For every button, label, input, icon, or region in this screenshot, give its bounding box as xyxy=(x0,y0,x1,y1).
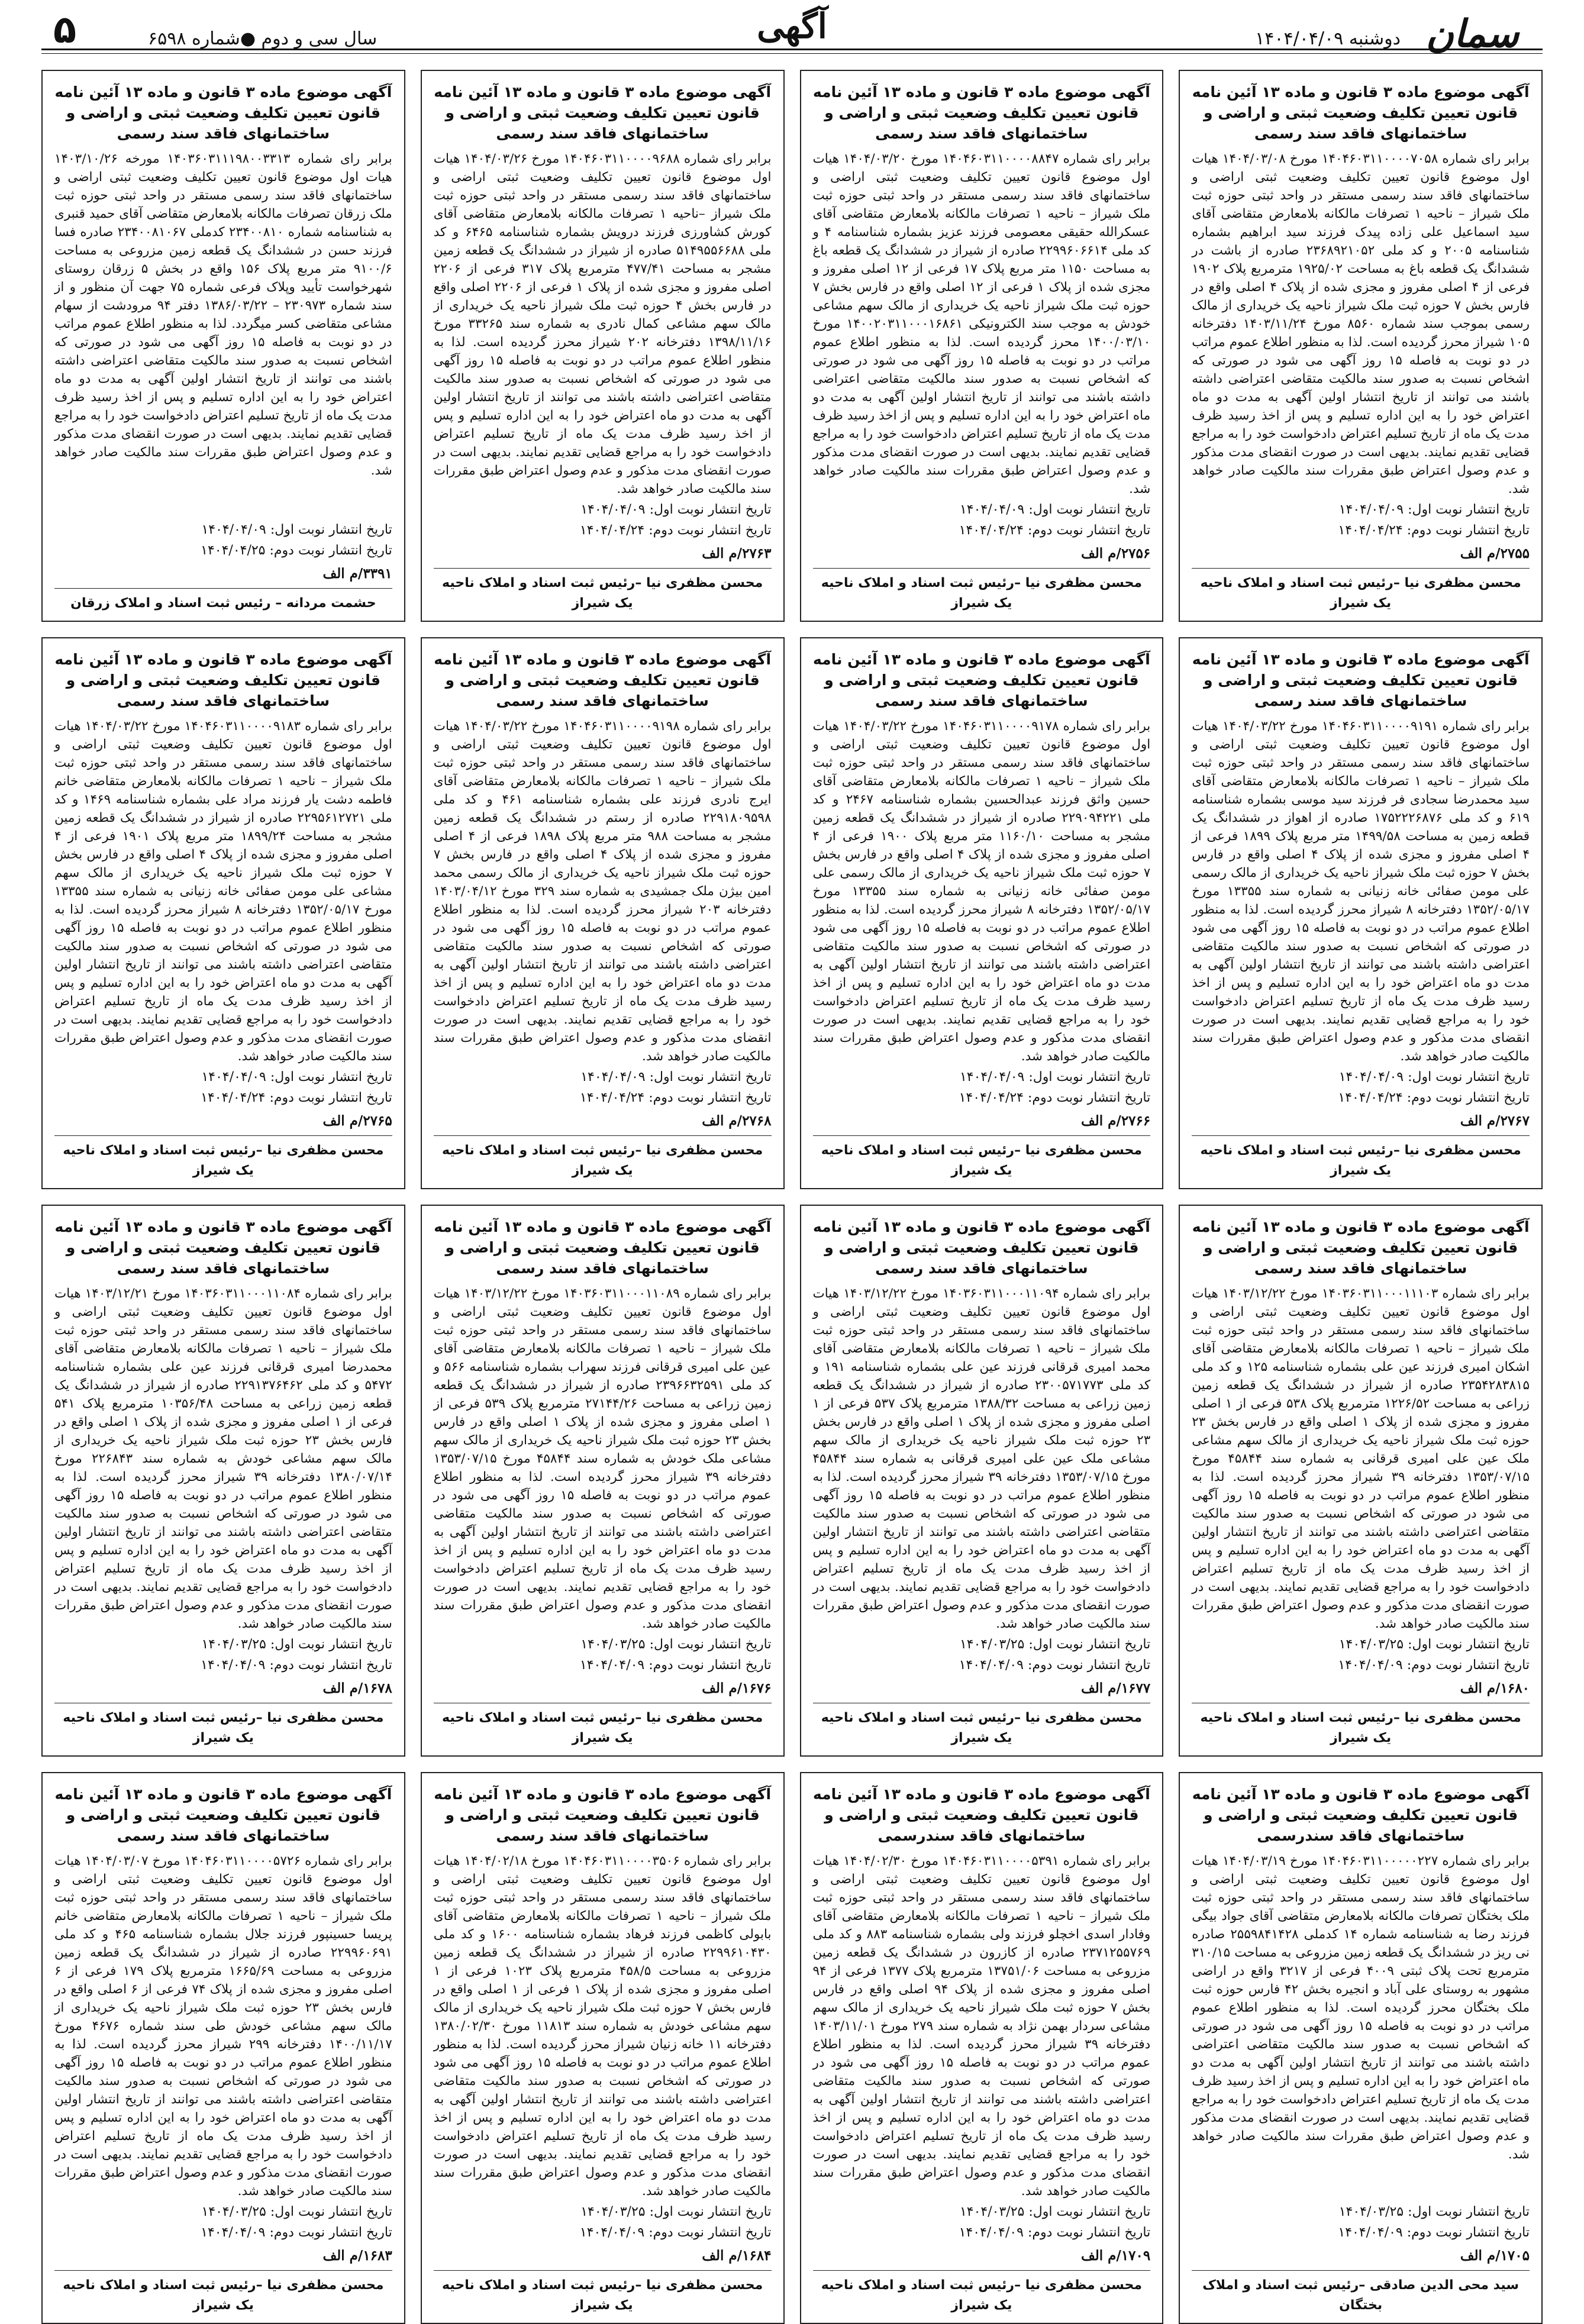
ad-second-date: تاریخ انتشار نوبت دوم: ۱۴۰۴/۰۴/۲۴ xyxy=(201,1090,392,1105)
ad-signer: محسن مظفری نیا –رئیس ثبت اسناد و املاک ناحیه یک شیراز xyxy=(813,2270,1151,2316)
ad-signer: محسن مظفری نیا –رئیس ثبت اسناد و املاک ناحیه یک شیراز xyxy=(1192,1135,1530,1181)
ad-first-date: تاریخ انتشار نوبت اول: ۱۴۰۴/۰۴/۰۹ xyxy=(959,1070,1151,1084)
ad-signer: محسن مظفری نیا –رئیس ثبت اسناد و املاک ناحیه یک شیراز xyxy=(434,1703,772,1748)
ad-body: برابر رای شماره ۱۴۰۴۶۰۳۱۱۰۰۰۰۰۲۲۷ مورخ ۱۴۰۴/۰۳/۱۹ هیات اول موضوع قانون تعیین تکلیف وضعیت ثبتی اراضی و ساختمانهای فاقد سند رسمی مستقر در واحد ثبتی حوزه ثبت ملک بختگان تصرفات مالکانه بلامعارض متقاضی آقای جواد بیگی فرزند رضا به شناسنامه شماره ۱۴ کدملی ۲۵۵۹۸۴۱۴۲۸ صادره نی ریز در ششدانگ یک قطعه زمین مزروعی به مساحت ۳۱۰/۱۵ مترمربع تحت پلاک ثبتی ۴۰۰۹ فرعی از ۳۲۱۷ واقع در اراضی مشهور به روستای علی آباد و انجیره بخش ۴۲ فارس حوزه ثبت ملک بختگان محرز گردیده است. لذا به منظور اطلاع عموم مراتب در دو نوبت به فاصله ۱۵ روز آگهی می شود در صورتی که اشخاص نسبت به صدور سند مالکیت متقاضی اعتراضی داشته باشند می توانند از تاریخ انتشار اولین آگهی به مدت دو ماه اعتراض خود را به این اداره تسلیم و پس از اخذ رسید ظرف مدت یک ماه از تاریخ تسلیم اعتراض دادخواست خود را به مراجع قضایی تقدیم نمایند. بدیهی است در صورت انقضای مدت مذکور و عدم وصول اعتراض طبق مقررات سند مالکیت صادر خواهد شد. xyxy=(1192,1854,1530,2162)
ad-code: ۱۶۸۰/م الف xyxy=(1460,1680,1530,1696)
ad-title: آگهی موضوع ماده ۳ قانون و ماده ۱۳ آئین نامه قانون تعیین تکلیف وضعیت ثبتی و اراضی و ساختمانهای فاقد سند رسمی xyxy=(54,83,392,142)
issue-number: سال سی و دوم ●شماره ۶۵۹۸ xyxy=(148,28,378,49)
ad-box xyxy=(800,1772,1164,2324)
ad-body: برابر رای شماره ۱۴۰۴۶۰۳۱۱۰۰۰۰۹۱۷۸ مورخ ۱۴۰۴/۰۳/۲۲ هیات اول موضوع قانون تعیین تکلیف وضعیت ثبتی اراضی و ساختمانهای فاقد سند رسمی مستقر در واحد ثبتی حوزه ثبت ملک شیراز – ناحیه ۱ تصرفات مالکانه بلامعارض متقاضی آقای حسین واثق فرزند عبدالحسین بشماره شناسنامه ۲۴۶۷ و کد ملی ۲۲۹۰۹۴۲۲۱ صادره از شیراز در ششدانگ یک قطعه زمین مشجر به مساحت ۱۱۶۰/۱۰ متر مربع پلاک ۱۹۰۰ فرعی از ۴ اصلی مفروز و مجزی شده از پلاک ۴ اصلی واقع در فارس بخش ۷ حوزه ثبت ملک شیراز ناحیه یک خریداری از مالک رسمی علی مومن صفائی خانه زنیانی به شماره سند ۱۳۳۵۵ مورخ ۱۳۵۲/۰۵/۱۷ دفترخانه ۸ شیراز محرز گردیده است. لذا به منظور اطلاع عموم مراتب در دو نوبت به فاصله ۱۵ روز آگهی می شود در صورتی که اشخاص نسبت به صدور سند مالکیت متقاضی اعتراضی داشته باشند می توانند از تاریخ انتشار اولین آگهی به مدت دو ماه اعتراض خود را به این اداره تسلیم و پس از اخذ رسید ظرف مدت یک ماه از تاریخ تسلیم اعتراض دادخواست خود را به مراجع قضایی تقدیم نمایند. بدیهی است در صورت انقضای مدت مذکور و عدم وصول اعتراض طبق مقررات سند مالکیت صادر خواهد شد. xyxy=(812,719,1151,1064)
ad-box xyxy=(1179,70,1543,622)
ad-second-date: تاریخ انتشار نوبت دوم: ۱۴۰۴/۰۴/۰۹ xyxy=(1338,2225,1530,2240)
ad-first-date: تاریخ انتشار نوبت اول: ۱۴۰۴/۰۳/۲۵ xyxy=(959,2204,1151,2219)
ad-second-date: تاریخ انتشار نوبت دوم: ۱۴۰۴/۰۴/۲۴ xyxy=(579,523,772,538)
ad-first-date: تاریخ انتشار نوبت اول: ۱۴۰۴/۰۳/۲۵ xyxy=(1338,1637,1530,1652)
ad-body: برابر رای شماره ۱۴۰۴۶۰۳۱۱۰۰۰۰۹۶۸۸ مورخ ۱۴۰۴/۰۳/۲۶ هیات اول موضوع قانون تعیین تکلیف وضعیت ثبتی اراضی و ساختمانهای فاقد سند رسمی مستقر در واحد ثبتی حوزه ثبت ملک شیراز –ناحیه ۱ تصرفات مالکانه بلامعارض متقاضی آقای کورش کشاورزی فرزند درویش بشماره شناسنامه ۶۴۶۵ و کد ملی ۵۱۴۹۵۵۶۶۸۸ صادره از شیراز در ششدانگ یک قطعه زمین مشجر به مساحت ۴۷۷/۴۱ مترمربع پلاک ۳۱۷ فرعی از ۲۲۰۶ اصلی مفروز و مجزی شده از پلاک ۱ فرعی از ۲۲۰۶ اصلی واقع در فارس بخش ۴ حوزه ثبت ملک شیراز ناحیه یک خریداری از مالک سهم مشاعی کمال نادری به شماره سند ۳۳۲۶۵ مورخ ۱۳۹۸/۱۱/۱۶ دفترخانه ۲۰۲ شیراز محرز گردیده است. لذا به منظور اطلاع عموم مراتب در دو نوبت به فاصله ۱۵ روز آگهی می شود در صورتی که اشخاص نسبت به صدور سند مالکیت متقاضی اعتراضی داشته باشند می توانند از تاریخ انتشار اولین آگهی به مدت دو ماه اعتراض خود را به این اداره تسلیم و پس از اخذ رسید ظرف مدت یک ماه از تاریخ تسلیم اعتراض دادخواست خود را به مراجع قضایی تقدیم نمایند. بدیهی است در صورت انقضای مدت مذکور و عدم وصول اعتراض طبق مقررات سند مالکیت صادر خواهد شد. xyxy=(433,151,772,496)
ad-body: برابر رای شماره ۱۴۰۴۶۰۳۱۱۰۰۰۰۹۱۹۸ مورخ ۱۴۰۴/۰۳/۲۲ هیات اول موضوع قانون تعیین تکلیف وضعیت ثبتی اراضی و ساختمانهای فاقد سند رسمی مستقر در واحد ثبتی حوزه ثبت ملک شیراز – ناحیه ۱ تصرفات مالکانه بلامعارض متقاضی آقای ایرج نادری فرزند علی بشماره شناسنامه ۴۶۱ و کد ملی ۲۲۹۱۸۰۹۵۹۸ صادره از رستم در ششدانگ یک قطعه زمین مشجر به مساحت ۹۸۸ متر مربع پلاک ۱۸۹۸ فرعی از ۴ اصلی مفروز و مجزی شده از پلاک ۴ اصلی واقع در فارس بخش ۷ حوزه ثبت ملک شیراز ناحیه یک خریداری از مالک رسمی محمد امین بیژن ملک جمشیدی به شماره سند ۳۲۹ مورخ ۱۴۰۳/۰۴/۱۲ دفترخانه ۲۰۳ شیراز محرز گردیده است. لذا به منظور اطلاع عموم مراتب در دو نوبت به فاصله ۱۵ روز آگهی می شود در صورتی که اشخاص نسبت به صدور سند مالکیت متقاضی اعتراضی داشته باشند می توانند از تاریخ انتشار اولین آگهی به مدت دو ماه اعتراض خود را به این اداره تسلیم و پس از اخذ رسید ظرف مدت یک ماه از تاریخ تسلیم اعتراض دادخواست خود را به مراجع قضایی تقدیم نمایند. بدیهی است در صورت انقضای مدت مذکور و عدم وصول اعتراض طبق مقررات سند مالکیت صادر خواهد شد. xyxy=(433,719,772,1064)
ad-body: برابر رای شماره ۱۴۰۴۶۰۳۱۱۰۰۰۰۳۵۰۶ مورخ ۱۴۰۴/۰۲/۱۸ هیات اول موضوع قانون تعیین تکلیف وضعیت ثبتی اراضی و ساختمانهای فاقد سند رسمی مستقر در واحد ثبتی حوزه ثبت ملک شیراز – ناحیه ۱ تصرفات مالکانه بلامعارض متقاضی آقای بابولی کاظمی فرزند فرهاد بشماره شناسنامه ۱۶۰۰ و کد ملی ۲۲۹۹۶۱۰۴۳۰ صادره از شیراز در ششدانگ یک قطعه زمین مزروعی به مساحت ۴۵۸/۵ مترمربع پلاک ۱۰۲۳ فرعی از ۱ اصلی مفروز و مجزی شده از پلاک ۱ فرعی از ۱ اصلی واقع در فارس بخش ۷ حوزه ثبت ملک شیراز ناحیه یک خریداری از مالک سهم مشاعی خودش به شماره سند ۱۱۸۱۳ مورخ ۱۳۸۰/۰۲/۳۰ دفترخانه ۱۱ خانه زنیان شیراز محرز گردیده است. لذا به منظور اطلاع عموم مراتب در دو نوبت به فاصله ۱۵ روز آگهی می شود در صورتی که اشخاص نسبت به صدور سند مالکیت متقاضی اعتراضی داشته باشند می توانند از تاریخ انتشار اولین آگهی به مدت دو ماه اعتراض خود را به این اداره تسلیم و پس از اخذ رسید ظرف مدت یک ماه از تاریخ تسلیم اعتراض دادخواست خود را به مراجع قضایی تقدیم نمایند. بدیهی است در صورت انقضای مدت مذکور و عدم وصول اعتراض طبق مقررات سند مالکیت صادر خواهد شد. xyxy=(433,1854,772,2199)
ad-first-date: تاریخ انتشار نوبت اول: ۱۴۰۴/۰۳/۲۵ xyxy=(580,2204,772,2219)
ad-code: ۱۶۸۴/م الف xyxy=(702,2248,772,2264)
ad-title: آگهی موضوع ماده ۳ قانون و ماده ۱۳ آئین نامه قانون تعیین تکلیف وضعیت ثبتی و اراضی و ساختمانهای فاقد سند رسمی xyxy=(434,1786,772,1844)
ad-title: آگهی موضوع ماده ۳ قانون و ماده ۱۳ آئین نامه قانون تعیین تکلیف وضعیت ثبتی و اراضی و ساختمانهای فاقد سند رسمی xyxy=(54,651,392,709)
ad-code: ۳۳۹۱/م الف xyxy=(322,566,392,582)
ad-second-date: تاریخ انتشار نوبت دوم: ۱۴۰۴/۰۴/۲۴ xyxy=(1338,523,1530,538)
ad-first-date: تاریخ انتشار نوبت اول: ۱۴۰۴/۰۴/۰۹ xyxy=(201,1070,392,1084)
ad-signer: حشمت مردانه – رئیس ثبت اسناد و املاک زرقان xyxy=(54,588,392,614)
ad-signer: محسن مظفری نیا –رئیس ثبت اسناد و املاک ناحیه یک شیراز xyxy=(54,1135,392,1181)
ad-code: ۲۷۶۶/م الف xyxy=(1080,1113,1151,1129)
header-rule-thin xyxy=(41,53,1543,54)
ad-signer: محسن مظفری نیا –رئیس ثبت اسناد و املاک ناحیه یک شیراز xyxy=(434,568,772,614)
ad-title: آگهی موضوع ماده ۳ قانون و ماده ۱۳ آئین نامه قانون تعیین تکلیف وضعیت ثبتی و اراضی و ساختمانهای فاقد سند رسمی xyxy=(54,1218,392,1277)
ad-title: آگهی موضوع ماده ۳ قانون و ماده ۱۳ آئین نامه قانون تعیین تکلیف وضعیت ثبتی و اراضی و ساختمانهای فاقد سندرسمی xyxy=(1192,1786,1530,1844)
ad-title: آگهی موضوع ماده ۳ قانون و ماده ۱۳ آئین نامه قانون تعیین تکلیف وضعیت ثبتی و اراضی و ساختمانهای فاقد سند رسمی xyxy=(1192,83,1530,142)
ad-first-date: تاریخ انتشار نوبت اول: ۱۴۰۴/۰۴/۰۹ xyxy=(1338,1070,1530,1084)
ad-box xyxy=(421,637,785,1189)
ad-second-date: تاریخ انتشار نوبت دوم: ۱۴۰۴/۰۴/۲۴ xyxy=(959,1090,1151,1105)
ad-first-date: تاریخ انتشار نوبت اول: ۱۴۰۴/۰۴/۰۹ xyxy=(580,1070,772,1084)
ad-title: آگهی موضوع ماده ۳ قانون و ماده ۱۳ آئین نامه قانون تعیین تکلیف وضعیت ثبتی و اراضی و ساختمانهای فاقد سند رسمی xyxy=(434,83,772,142)
ad-box xyxy=(800,637,1164,1189)
ad-code: ۱۶۷۶/م الف xyxy=(702,1680,772,1696)
ad-signer: محسن مظفری نیا –رئیس ثبت اسناد و املاک ناحیه یک شیراز xyxy=(434,2270,772,2316)
ad-second-date: تاریخ انتشار نوبت دوم: ۱۴۰۴/۰۴/۰۹ xyxy=(579,1658,772,1673)
ad-box xyxy=(1179,1205,1543,1757)
ad-first-date: تاریخ انتشار نوبت اول: ۱۴۰۴/۰۴/۰۹ xyxy=(1338,502,1530,517)
ad-first-date: تاریخ انتشار نوبت اول: ۱۴۰۴/۰۳/۲۵ xyxy=(1338,2204,1530,2219)
ad-first-date: تاریخ انتشار نوبت اول: ۱۴۰۴/۰۳/۲۵ xyxy=(959,1637,1151,1652)
ad-second-date: تاریخ انتشار نوبت دوم: ۱۴۰۴/۰۴/۲۵ xyxy=(201,543,392,558)
ad-signer: سید محی الدین صادقی –رئیس ثبت اسناد و املاک بختگان xyxy=(1192,2270,1530,2316)
ad-second-date: تاریخ انتشار نوبت دوم: ۱۴۰۴/۰۴/۰۹ xyxy=(201,1658,392,1673)
ad-code: ۱۷۰۵/م الف xyxy=(1460,2248,1530,2264)
ad-box xyxy=(41,637,405,1189)
ad-first-date: تاریخ انتشار نوبت اول: ۱۴۰۴/۰۳/۲۵ xyxy=(201,2204,392,2219)
ad-body: برابر رای شماره ۱۴۰۴۶۰۳۱۱۰۰۰۰۸۸۴۷ مورخ ۱۴۰۴/۰۳/۲۰ هیات اول موضوع قانون تعیین تکلیف وضعیت ثبتی اراضی و ساختمانهای فاقد سند رسمی مستقر در واحد ثبتی حوزه ثبت ملک شیراز – ناحیه ۱ تصرفات مالکانه بلامعارض متقاضی آقای عسکرالله حقیقی معصومی فرزند عزیز بشماره شناسنامه ۴ و کد ملی ۲۲۹۹۶۰۶۶۱۴ صادره از شیراز در ششدانگ یک قطعه باغ به مساحت ۱۱۵۰ متر مربع پلاک ۱۷ فرعی از ۱۲ اصلی مفروز و مجزی شده از پلاک ۱ فرعی از ۱۲ اصلی واقع در فارس بخش ۷ حوزه ثبت ملک شیراز ناحیه یک خریداری از مالک سهم مشاعی خودش به موجب سند الکترونیکی ۱۴۰۰۲۰۳۱۱۰۰۰۱۶۸۶۱ مورخ ۱۴۰۰/۰۳/۱۰ محرز گردیده است. لذا به منظور اطلاع عموم مراتب در دو نوبت به فاصله ۱۵ روز آگهی می شود در صورتی که اشخاص نسبت به صدور سند مالکیت متقاضی اعتراضی داشته باشند می توانند از تاریخ انتشار اولین آگهی به مدت دو ماه اعتراض خود را به این اداره تسلیم و پس از اخذ رسید ظرف مدت یک ماه از تاریخ تسلیم اعتراض دادخواست خود را به مراجع قضایی تقدیم نمایند. بدیهی است در صورت انقضای مدت مذکور و عدم وصول اعتراض طبق مقررات سند مالکیت صادر خواهد شد. xyxy=(812,151,1151,496)
ad-box xyxy=(421,1205,785,1757)
ad-second-date: تاریخ انتشار نوبت دوم: ۱۴۰۴/۰۴/۲۴ xyxy=(1338,1090,1530,1105)
ad-body: برابر رای شماره ۱۴۰۴۶۰۳۱۱۰۰۰۰۹۱۹۱ مورخ ۱۴۰۴/۰۳/۲۲ هیات اول موضوع قانون تعیین تکلیف وضعیت ثبتی اراضی و ساختمانهای فاقد سند رسمی مستقر در واحد ثبتی حوزه ثبت ملک شیراز – ناحیه ۱ تصرفات مالکانه بلامعارض متقاضی آقای سید محمدرضا سجادی فر فرزند سید موسی بشماره شناسنامه ۶۱۹ و کد ملی ۱۷۵۲۲۲۶۸۷۶ صادره از اهواز در ششدانگ یک قطعه زمین به مساحت ۱۴۹۹/۵۸ متر مربع پلاک ۱۸۹۹ فرعی از ۴ اصلی مفروز و مجزی شده از پلاک ۴ اصلی واقع در فارس بخش ۷ حوزه ثبت ملک شیراز ناحیه یک خریداری از مالک رسمی علی مومن صفائی خانه زنیانی به شماره سند ۱۳۳۵۵ مورخ ۱۳۵۲/۰۵/۱۷ دفترخانه ۸ شیراز محرز گردیده است. لذا به منظور اطلاع عموم مراتب در دو نوبت به فاصله ۱۵ روز آگهی می شود در صورتی که اشخاص نسبت به صدور سند مالکیت متقاضی اعتراضی داشته باشند می توانند از تاریخ انتشار اولین آگهی به مدت دو ماه اعتراض خود را به این اداره تسلیم و پس از اخذ رسید ظرف مدت یک ماه از تاریخ تسلیم اعتراض دادخواست خود را به مراجع قضایی تقدیم نمایند. بدیهی است در صورت انقضای مدت مذکور و عدم وصول اعتراض طبق مقررات سند مالکیت صادر خواهد شد. xyxy=(1192,719,1530,1064)
ad-signer: محسن مظفری نیا –رئیس ثبت اسناد و املاک ناحیه یک شیراز xyxy=(434,1135,772,1181)
ad-signer: محسن مظفری نیا –رئیس ثبت اسناد و املاک ناحیه یک شیراز xyxy=(813,1135,1151,1181)
ad-title: آگهی موضوع ماده ۳ قانون و ماده ۱۳ آئین نامه قانون تعیین تکلیف وضعیت ثبتی و اراضی و ساختمانهای فاقد سند رسمی xyxy=(812,1218,1150,1277)
ad-code: ۱۶۷۸/م الف xyxy=(322,1680,392,1696)
ad-title: آگهی موضوع ماده ۳ قانون و ماده ۱۳ آئین نامه قانون تعیین تکلیف وضعیت ثبتی و اراضی و ساختمانهای فاقد سند رسمی xyxy=(1192,1218,1530,1277)
ad-second-date: تاریخ انتشار نوبت دوم: ۱۴۰۴/۰۴/۰۹ xyxy=(201,2225,392,2240)
ad-code: ۲۷۶۵/م الف xyxy=(322,1113,392,1129)
issue-date: دوشنبه ۱۴۰۴/۰۴/۰۹ xyxy=(1255,28,1401,49)
page-header xyxy=(41,0,1543,70)
ad-box xyxy=(41,1205,405,1757)
ad-body: برابر رای شماره ۱۴۰۳۶۰۳۱۱۰۰۰۱۱۰۹۴ مورخ ۱۴۰۳/۱۲/۲۲ هیات اول موضوع قانون تعیین تکلیف وضعیت ثبتی اراضی و ساختمانهای فاقد سند رسمی مستقر در واحد ثبتی حوزه ثبت ملک شیراز – ناحیه ۱ تصرفات مالکانه بلامعارض متقاضی آقای محمد امیری قرقانی فرزند عین علی بشماره شناسنامه ۱۹۱ و کد ملی ۲۳۰۰۵۷۱۷۷۳ صادره از شیراز در ششدانگ یک قطعه زمین زراعی به مساحت ۱۳۸۸/۳۲ مترمربع پلاک ۵۳۷ فرعی از ۱ اصلی مفروز و مجزی شده از پلاک ۱ اصلی واقع در فارس بخش ۲۳ حوزه ثبت ملک شیراز ناحیه یک خریداری از مالک سهم مشاعی ملک عین علی امیری قرقانی به شماره سند ۴۵۸۴۴ مورخ ۱۳۵۳/۰۷/۱۵ دفترخانه ۳۹ شیراز محرز گردیده است. لذا به منظور اطلاع عموم مراتب در دو نوبت به فاصله ۱۵ روز آگهی می شود در صورتی که اشخاص نسبت به صدور سند مالکیت متقاضی اعتراضی داشته باشند می توانند از تاریخ انتشار اولین آگهی به مدت دو ماه اعتراض خود را به این اداره تسلیم و پس از اخذ رسید ظرف مدت یک ماه از تاریخ تسلیم اعتراض دادخواست خود را به مراجع قضایی تقدیم نمایند. بدیهی است در صورت انقضای مدت مذکور و عدم وصول اعتراض طبق مقررات سند مالکیت صادر خواهد شد. xyxy=(812,1286,1151,1631)
ad-signer: محسن مظفری نیا –رئیس ثبت اسناد و املاک ناحیه یک شیراز xyxy=(54,1703,392,1748)
ad-box xyxy=(1179,1772,1543,2324)
ad-title: آگهی موضوع ماده ۳ قانون و ماده ۱۳ آئین نامه قانون تعیین تکلیف وضعیت ثبتی و اراضی و ساختمانهای فاقد سندرسمی xyxy=(812,1786,1150,1844)
ad-body: برابر رای شماره ۱۴۰۴۶۰۳۱۱۰۰۰۰۵۳۹۱ مورخ ۱۴۰۴/۰۲/۳۰ هیات اول موضوع قانون تعیین تکلیف وضعیت ثبتی اراضی و ساختمانهای فاقد سند رسمی مستقر در واحد ثبتی حوزه ثبت ملک شیراز – ناحیه ۱ تصرفات مالکانه بلامعارض متقاضی آقای وفادار اسدی اخچلو فرزند ولی بشماره شناسنامه ۸۸۳ و کد ملی ۲۳۷۱۲۵۵۷۶۹ صادره از کازرون در ششدانگ یک قطعه زمین مزروعی به مساحت ۱۳۷۵۱/۰۶ مترمربع پلاک ۱۳۷۷ فرعی از ۹۴ اصلی مفروز و مجزی شده از پلاک ۹۴ اصلی واقع در فارس بخش ۷ حوزه ثبت ملک شیراز ناحیه یک خریداری از مالک سهم مشاعی سردار بهمن نژاد به شماره سند ۲۷۹ مورخ ۱۴۰۳/۱۱/۰۱ دفترخانه ۳۹ شیراز محرز گردیده است. لذا به منظور اطلاع عموم مراتب در دو نوبت به فاصله ۱۵ روز آگهی می شود در صورتی که اشخاص نسبت به صدور سند مالکیت متقاضی اعتراضی داشته باشند می توانند از تاریخ انتشار اولین آگهی به مدت دو ماه اعتراض خود را به این اداره تسلیم و پس از اخذ رسید ظرف مدت یک ماه از تاریخ تسلیم اعتراض دادخواست خود را به مراجع قضایی تقدیم نمایند. بدیهی است در صورت انقضای مدت مذکور و عدم وصول اعتراض طبق مقررات سند مالکیت صادر خواهد شد. xyxy=(812,1854,1151,2199)
ad-second-date: تاریخ انتشار نوبت دوم: ۱۴۰۴/۰۴/۰۹ xyxy=(959,2225,1151,2240)
newspaper-logo: سمان xyxy=(1425,12,1519,56)
ad-box xyxy=(800,70,1164,622)
ad-body: برابر رای شماره ۱۴۰۳۶۰۳۱۱۰۰۰۱۱۰۸۹ مورخ ۱۴۰۳/۱۲/۲۲ هیات اول موضوع قانون تعیین تکلیف وضعیت ثبتی اراضی و ساختمانهای فاقد سند رسمی مستقر در واحد ثبتی حوزه ثبت ملک شیراز – ناحیه ۱ تصرفات مالکانه بلامعارض متقاضی آقای عین علی امیری قرقانی فرزند سهراب بشماره شناسنامه ۵۶۶ و کد ملی ۲۳۹۶۶۳۲۵۹۱ صادره از شیراز در ششدانگ یک قطعه زمین زراعی به مساحت ۲۷۱۴۴/۲۶ مترمربع پلاک ۵۳۹ فرعی از ۱ اصلی مفروز و مجزی شده از پلاک ۱ اصلی واقع در فارس بخش ۲۳ حوزه ثبت ملک شیراز ناحیه یک خریداری از مالک سهم مشاعی ملک خودش به شماره سند ۴۵۸۴۴ مورخ ۱۳۵۳/۰۷/۱۵ دفترخانه ۳۹ شیراز محرز گردیده است. لذا به منظور اطلاع عموم مراتب در دو نوبت به فاصله ۱۵ روز آگهی می شود در صورتی که اشخاص نسبت به صدور سند مالکیت متقاضی اعتراضی داشته باشند می توانند از تاریخ انتشار اولین آگهی به مدت دو ماه اعتراض خود را به این اداره تسلیم و پس از اخذ رسید ظرف مدت یک ماه از تاریخ تسلیم اعتراض دادخواست خود را به مراجع قضایی تقدیم نمایند. بدیهی است در صورت انقضای مدت مذکور و عدم وصول اعتراض طبق مقررات سند مالکیت صادر خواهد شد. xyxy=(433,1286,772,1631)
ad-box xyxy=(41,70,405,622)
ad-signer: محسن مظفری نیا –رئیس ثبت اسناد و املاک ناحیه یک شیراز xyxy=(54,2270,392,2316)
ad-code: ۱۶۸۳/م الف xyxy=(322,2248,392,2264)
ad-code: ۲۷۶۷/م الف xyxy=(1460,1113,1530,1129)
ad-first-date: تاریخ انتشار نوبت اول: ۱۴۰۴/۰۴/۰۹ xyxy=(201,522,392,537)
ad-title: آگهی موضوع ماده ۳ قانون و ماده ۱۳ آئین نامه قانون تعیین تکلیف وضعیت ثبتی و اراضی و ساختمانهای فاقد سند رسمی xyxy=(812,651,1150,709)
ads-grid xyxy=(41,70,1543,2313)
ad-title: آگهی موضوع ماده ۳ قانون و ماده ۱۳ آئین نامه قانون تعیین تکلیف وضعیت ثبتی و اراضی و ساختمانهای فاقد سند رسمی xyxy=(54,1786,392,1844)
ad-box xyxy=(421,1772,785,2324)
ad-first-date: تاریخ انتشار نوبت اول: ۱۴۰۴/۰۳/۲۵ xyxy=(201,1637,392,1652)
ad-second-date: تاریخ انتشار نوبت دوم: ۱۴۰۴/۰۴/۰۹ xyxy=(959,1658,1151,1673)
ad-first-date: تاریخ انتشار نوبت اول: ۱۴۰۴/۰۴/۰۹ xyxy=(959,502,1151,517)
ad-code: ۲۷۵۶/م الف xyxy=(1080,546,1151,561)
ad-code: ۲۷۶۳/م الف xyxy=(702,546,772,561)
ad-title: آگهی موضوع ماده ۳ قانون و ماده ۱۳ آئین نامه قانون تعیین تکلیف وضعیت ثبتی و اراضی و ساختمانهای فاقد سند رسمی xyxy=(434,651,772,709)
ad-title: آگهی موضوع ماده ۳ قانون و ماده ۱۳ آئین نامه قانون تعیین تکلیف وضعیت ثبتی و اراضی و ساختمانهای فاقد سند رسمی xyxy=(434,1218,772,1277)
ad-second-date: تاریخ انتشار نوبت دوم: ۱۴۰۴/۰۴/۲۴ xyxy=(959,523,1151,538)
section-title: آگهی xyxy=(743,6,841,46)
ad-body: برابر رای شماره ۱۴۰۴۶۰۳۱۱۰۰۰۰۵۷۲۶ مورخ ۱۴۰۴/۰۳/۰۷ هیات اول موضوع قانون تعیین تکلیف وضعیت ثبتی اراضی و ساختمانهای فاقد سند رسمی مستقر در واحد ثبتی حوزه ثبت ملک شیراز – ناحیه ۱ تصرفات مالکانه بلامعارض متقاضی خانم پریسا حسینپور فرزند جلال بشماره شناسنامه ۴۶۵ و کد ملی ۲۲۹۹۶۰۶۹۱ صادره از شیراز در ششدانگ یک قطعه زمین مزروعی به مساحت ۱۶۶۵/۶۹ مترمربع پلاک ۱۷۹ فرعی از ۶ اصلی مفروز و مجزی شده از پلاک ۷۴ فرعی از ۶ اصلی واقع در فارس بخش ۲۳ حوزه ثبت ملک شیراز ناحیه یک خریداری از مالک سهم مشاعی خودش طی سند شماره ۴۶۷۶ مورخ ۱۴۰۰/۱۱/۱۷ دفترخانه ۲۹۹ شیراز محرز گردیده است. لذا به منظور اطلاع عموم مراتب در دو نوبت به فاصله ۱۵ روز آگهی می شود در صورتی که اشخاص نسبت به صدور سند مالکیت متقاضی اعتراضی داشته باشند می توانند از تاریخ انتشار اولین آگهی به مدت دو ماه اعتراض خود را به این اداره تسلیم و پس از اخذ رسید ظرف مدت یک ماه از تاریخ تسلیم اعتراض دادخواست خود را به مراجع قضایی تقدیم نمایند. بدیهی است در صورت انقضای مدت مذکور و عدم وصول اعتراض طبق مقررات سند مالکیت صادر خواهد شد. xyxy=(54,1854,392,2199)
ad-body: برابر رای شماره ۱۴۰۴۶۰۳۱۱۰۰۰۰۹۱۸۳ مورخ ۱۴۰۴/۰۳/۲۲ هیات اول موضوع قانون تعیین تکلیف وضعیت ثبتی اراضی و ساختمانهای فاقد سند رسمی مستقر در واحد ثبتی حوزه ثبت ملک شیراز – ناحیه ۱ تصرفات مالکانه بلامعارض متقاضی خانم فاطمه دشت یار فرزند مراد علی بشماره شناسنامه ۱۴۶۹ و کد ملی ۲۲۹۵۶۱۲۷۲۱ صادره از شیراز در ششدانگ یک قطعه زمین مشجر به مساحت ۱۸۹۹/۲۴ متر مربع پلاک ۱۹۰۱ فرعی از ۴ اصلی مفروز و مجزی شده از پلاک ۴ اصلی واقع در فارس بخش ۷ حوزه ثبت ملک شیراز ناحیه یک خریداری از مالک سهم مشاعی علی مومن صفائی خانه زنیانی به شماره سند ۱۳۳۵۵ مورخ ۱۳۵۲/۰۵/۱۷ دفترخانه ۸ شیراز محرز گردیده است. لذا به منظور اطلاع عموم مراتب در دو نوبت به فاصله ۱۵ روز آگهی می شود در صورتی که اشخاص نسبت به صدور سند مالکیت متقاضی اعتراضی داشته باشند می توانند از تاریخ انتشار اولین آگهی به مدت دو ماه اعتراض خود را به این اداره تسلیم و پس از اخذ رسید ظرف مدت یک ماه از تاریخ تسلیم اعتراض دادخواست خود را به مراجع قضایی تقدیم نمایند. بدیهی است در صورت انقضای مدت مذکور و عدم وصول اعتراض طبق مقررات سند مالکیت صادر خواهد شد. xyxy=(54,719,392,1064)
ad-signer: محسن مظفری نیا –رئیس ثبت اسناد و املاک ناحیه یک شیراز xyxy=(1192,1703,1530,1748)
ad-body: برابر رای شماره ۱۴۰۴۶۰۳۱۱۰۰۰۰۷۰۵۸ مورخ ۱۴۰۴/۰۳/۰۸ هیات اول موضوع قانون تعیین تکلیف وضعیت ثبتی اراضی و ساختمانهای فاقد سند رسمی مستقر در واحد ثبتی حوزه ثبت ملک شیراز – ناحیه ۱ تصرفات مالکانه بلامعارض متقاضی آقای سید اسماعیل علی زاده پیدک فرزند سید ابراهیم بشماره شناسنامه ۲۰۰۵ و کد ملی ۲۳۶۸۹۲۱۰۵۲ صادره از باشت در ششدانگ یک قطعه باغ به مساحت ۱۹۲۵/۰۲ مترمربع پلاک ۱۹۰۲ فرعی از ۴ اصلی مفروز و مجزی شده از پلاک ۴ اصلی واقع در فارس بخش ۷ حوزه ثبت ملک شیراز ناحیه یک خریداری از مالک رسمی بموجب سند شماره ۸۵۶۰ مورخ ۱۴۰۳/۱۱/۲۴ دفترخانه ۱۰۵ شیراز محرز گردیده است. لذا به منظور اطلاع عموم مراتب در دو نوبت به فاصله ۱۵ روز آگهی می شود در صورتی که اشخاص نسبت به صدور سند مالکیت متقاضی اعتراضی داشته باشند می توانند از تاریخ انتشار اولین آگهی به مدت دو ماه اعتراض خود را به این اداره تسلیم و پس از اخذ رسید ظرف مدت یک ماه از تاریخ تسلیم اعتراض دادخواست خود را به مراجع قضایی تقدیم نمایند. بدیهی است در صورت انقضای مدت مذکور و عدم وصول اعتراض طبق مقررات سند مالکیت صادر خواهد شد. xyxy=(1192,151,1530,496)
ad-second-date: تاریخ انتشار نوبت دوم: ۱۴۰۴/۰۴/۰۹ xyxy=(579,2225,772,2240)
ad-code: ۲۷۶۸/م الف xyxy=(702,1113,772,1129)
ad-box xyxy=(421,70,785,622)
ad-box xyxy=(1179,637,1543,1189)
ad-title: آگهی موضوع ماده ۳ قانون و ماده ۱۳ آئین نامه قانون تعیین تکلیف وضعیت ثبتی و اراضی و ساختمانهای فاقد سند رسمی xyxy=(1192,651,1530,709)
ad-signer: محسن مظفری نیا –رئیس ثبت اسناد و املاک ناحیه یک شیراز xyxy=(1192,568,1530,614)
ad-body: برابر رای شماره ۱۴۰۳۶۰۳۱۱۰۰۰۱۱۰۸۴ مورخ ۱۴۰۳/۱۲/۲۱ هیات اول موضوع قانون تعیین تکلیف وضعیت ثبتی اراضی و ساختمانهای فاقد سند رسمی مستقر در واحد ثبتی حوزه ثبت ملک شیراز – ناحیه ۱ تصرفات مالکانه بلامعارض متقاضی آقای محمدرضا امیری قرقانی فرزند عین علی بشماره شناسنامه ۵۴۷۲ و کد ملی ۲۲۹۱۳۷۶۴۶۲ صادره از شیراز در ششدانگ یک قطعه زمین زراعی به مساحت ۱۰۳۵۶/۴۸ مترمربع پلاک ۵۴۱ فرعی از ۱ اصلی مفروز و مجزی شده از پلاک ۱ اصلی واقع در فارس بخش ۲۳ حوزه ثبت ملک شیراز ناحیه یک خریداری از مالک سهم مشاعی خودش به شماره سند ۲۲۶۸۴۳ مورخ ۱۳۸۰/۰۷/۱۴ دفترخانه ۳۹ شیراز محرز گردیده است. لذا به منظور اطلاع عموم مراتب در دو نوبت به فاصله ۱۵ روز آگهی می شود در صورتی که اشخاص نسبت به صدور سند مالکیت متقاضی اعتراضی داشته باشند می توانند از تاریخ انتشار اولین آگهی به مدت دو ماه اعتراض خود را به این اداره تسلیم و پس از اخذ رسید ظرف مدت یک ماه از تاریخ تسلیم اعتراض دادخواست خود را به مراجع قضایی تقدیم نمایند. بدیهی است در صورت انقضای مدت مذکور و عدم وصول اعتراض طبق مقررات سند مالکیت صادر خواهد شد. xyxy=(54,1286,392,1631)
ad-signer: محسن مظفری نیا –رئیس ثبت اسناد و املاک ناحیه یک شیراز xyxy=(813,568,1151,614)
ad-code: ۱۷۰۹/م الف xyxy=(1080,2248,1151,2264)
ad-second-date: تاریخ انتشار نوبت دوم: ۱۴۰۴/۰۴/۲۴ xyxy=(579,1090,772,1105)
ad-signer: محسن مظفری نیا –رئیس ثبت اسناد و املاک ناحیه یک شیراز xyxy=(813,1703,1151,1748)
ad-box xyxy=(41,1772,405,2324)
page-number: ۵ xyxy=(53,8,77,52)
ad-box xyxy=(800,1205,1164,1757)
ad-body: برابر رای شماره ۱۴۰۳۶۰۳۱۱۱۹۸۰۰۳۳۱۳ مورخه ۱۴۰۳/۱۰/۲۶ هیات اول موضوع قانون تعیین تکلیف وضعیت ثبتی اراضی و ساختمانهای فاقد سند رسمی مستقر در واحد ثبتی حوزه ثبت ملک زرقان تصرفات مالکانه بلامعارض متقاضی آقای حمید قنبری به شناسنامه شماره ۲۳۴۰۰۸۱۰ کدملی ۲۳۴۰۰۸۱۰۶۷ صادره فسا فرزند حسن در ششدانگ یک قطعه زمین مزروعی به مساحت ۹۱۰۰/۶ متر مربع پلاک ۱۵۶ واقع در بخش ۵ زرقان روستای شهرخواست تأیید وپلاک فرعی شماره ۷۵ جهت آن منظور و از سند شماره ۲۳۰۹۷۳ – ۱۳۸۶/۰۳/۲۲ دفتر ۹۴ مرودشت از سهام مشاعی متقاضی کسر میگردد. لذا به منظور اطلاع عموم مراتب در دو نوبت به فاصله ۱۵ روز آگهی می شود در صورتی که اشخاص نسبت به صدور سند مالکیت متقاضی اعتراضی داشته باشند می توانند از تاریخ انتشار اولین آگهی به مدت دو ماه اعتراض خود را به این اداره تسلیم و پس از اخذ رسید ظرف مدت یک ماه از تاریخ تسلیم اعتراض دادخواست خود را به مراجع قضایی تقدیم نمایند. بدیهی است در صورت انقضای مدت مذکور و عدم وصول اعتراض طبق مقررات سند مالکیت صادر خواهد شد. xyxy=(54,151,392,478)
ad-first-date: تاریخ انتشار نوبت اول: ۱۴۰۴/۰۴/۰۹ xyxy=(580,502,772,517)
ad-second-date: تاریخ انتشار نوبت دوم: ۱۴۰۴/۰۴/۰۹ xyxy=(1338,1658,1530,1673)
ad-first-date: تاریخ انتشار نوبت اول: ۱۴۰۴/۰۳/۲۵ xyxy=(580,1637,772,1652)
ad-body: برابر رای شماره ۱۴۰۳۶۰۳۱۱۰۰۰۱۱۱۰۳ مورخ ۱۴۰۳/۱۲/۲۲ هیات اول موضوع قانون تعیین تکلیف وضعیت ثبتی اراضی و ساختمانهای فاقد سند رسمی مستقر در واحد ثبتی حوزه ثبت ملک شیراز – ناحیه ۱ تصرفات مالکانه بلامعارض متقاضی آقای اشکان امیری فرزند عین علی بشماره شناسنامه ۱۲۵ و کد ملی ۲۳۵۴۲۸۳۸۱۵ صادره از شیراز در ششدانگ یک قطعه زمین زراعی به مساحت ۱۲۲۶/۵۲ مترمربع پلاک ۵۳۸ فرعی از ۱ اصلی مفروز و مجزی شده از پلاک ۱ اصلی واقع در فارس بخش ۲۳ حوزه ثبت ملک شیراز ناحیه یک خریداری از مالک سهم مشاعی ملک عین علی امیری قرقانی به شماره سند ۴۵۸۴۴ مورخ ۱۳۵۳/۰۷/۱۵ دفترخانه ۳۹ شیراز محرز گردیده است. لذا به منظور اطلاع عموم مراتب در دو نوبت به فاصله ۱۵ روز آگهی می شود در صورتی که اشخاص نسبت به صدور سند مالکیت متقاضی اعتراضی داشته باشند می توانند از تاریخ انتشار اولین آگهی به مدت دو ماه اعتراض خود را به این اداره تسلیم و پس از اخذ رسید ظرف مدت یک ماه از تاریخ تسلیم اعتراض دادخواست خود را به مراجع قضایی تقدیم نمایند. بدیهی است در صورت انقضای مدت مذکور و عدم وصول اعتراض طبق مقررات سند مالکیت صادر خواهد شد. xyxy=(1192,1286,1530,1631)
ad-code: ۲۷۵۵/م الف xyxy=(1460,546,1530,561)
ad-title: آگهی موضوع ماده ۳ قانون و ماده ۱۳ آئین نامه قانون تعیین تکلیف وضعیت ثبتی و اراضی و ساختمانهای فاقد سند رسمی xyxy=(812,83,1150,142)
ad-code: ۱۶۷۷/م الف xyxy=(1080,1680,1151,1696)
